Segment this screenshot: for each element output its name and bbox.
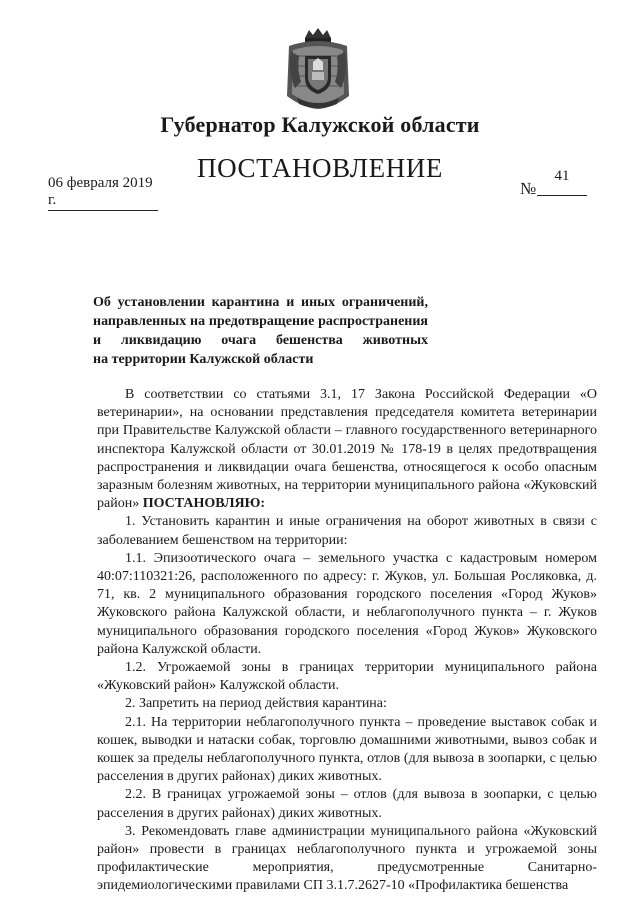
clause-paragraph: 1.1. Эпизоотического очага – земельного участка с кадастровым номером 40:07:110321:26, расположенного по адресу: г. Жуков, ул. Большая Росляковка, д. 71, кв. 2 муниципального образования городского поселения «Город Жуков» Жуковского района Калужской области, и неблагополучного пункта – г. Жуков муниципального образования городского поселения «Город Жуков» Жуковского района Калужской области. xyxy=(97,550,597,657)
clause-paragraph: 1.2. Угрожаемой зоны в границах территории муниципального района «Жуковский район» Калужской области. xyxy=(97,660,597,694)
issuing-authority: Губернатор Калужской области xyxy=(160,112,480,137)
document-type-title: ПОСТАНОВЛЕНИЕ xyxy=(196,153,444,183)
clause-paragraph: 2.2. В границах угрожаемой зоны – отлов (для вывоза в зоопарки, с целью расселения в других районах) диких животных. xyxy=(97,787,597,821)
clause-paragraph: 2.1. На территории неблагополучного пункта – проведение выставок собак и кошек, выводки и натаски собак, торговлю домашними животными, вывоз собак и кошек за пределы неблагополучного пункта, отлов (для вывоза в зоопарки, с целью расселения в других районах) диких животных. xyxy=(97,714,597,785)
document-body xyxy=(97,386,597,894)
coat-of-arms-emblem xyxy=(283,26,353,110)
clause-paragraph: 1. Установить карантин и иные ограничения на оборот животных в связи с заболеванием бешенством на территории: xyxy=(97,514,597,548)
preamble-text: В соответствии со статьями 3.1, 17 Закона Российской Федерации «О ветеринарии», на основании представления председателя комитета ветеринарии при Правительстве Калужской области – главного государственного ветеринарного инспектора Калужской области от 30.01.2019 № 178-19 в целях предотвращения распространения и ликвидации очага бешенства, относящегося к особо опасным заразным болезням животных, на территории муниципального района «Жуковский район» xyxy=(97,387,597,512)
subject-line: на территории Калужской области xyxy=(93,352,314,367)
clause-paragraph: 2. Запретить на период действия карантина: xyxy=(125,696,387,712)
preamble-paragraph xyxy=(97,386,597,513)
document-number-label: № xyxy=(520,179,537,198)
subject-line: направленных на предотвращение распространения xyxy=(93,314,428,329)
subject-line: Об установлении карантина и иных ограничений, xyxy=(93,295,428,310)
clause-paragraph: 3. Рекомендовать главе администрации муниципального района «Жуковский район» провести в границах неблагополучного пункта и угрожаемой зоны профилактические мероприятия, предусмотренные Санитарно-эпидемиологическими правилами СП 3.1.7.2627-10 «Профилактика бешенства xyxy=(97,823,597,894)
document-date: 06 февраля 2019 г. xyxy=(48,175,158,211)
document-number: 41 xyxy=(537,168,587,196)
document-subject xyxy=(93,293,428,369)
resolution-keyword: ПОСТАНОВЛЯЮ: xyxy=(142,496,266,512)
subject-line: и ликвидацию очага бешенства животных xyxy=(93,333,428,348)
